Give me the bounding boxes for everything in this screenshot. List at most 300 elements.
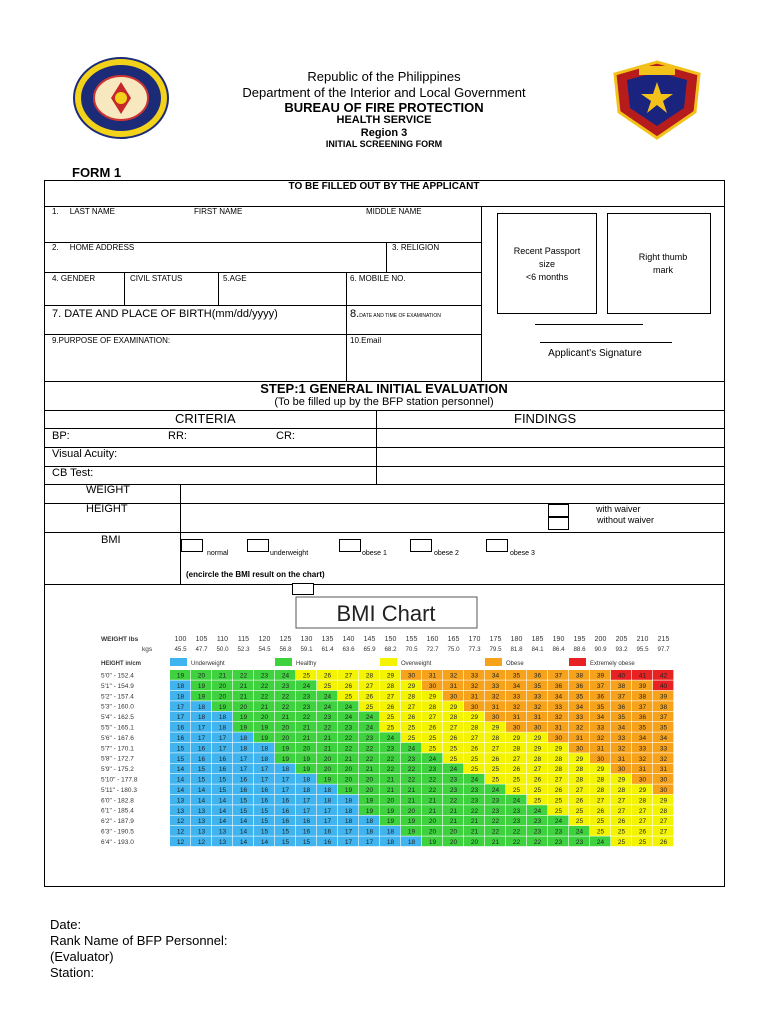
- bmi-cell-value: 16: [323, 828, 332, 836]
- bmi-cell-value: 24: [449, 766, 458, 774]
- bmi-cell-value: 18: [197, 703, 206, 711]
- bmi-cell-value: 24: [596, 839, 605, 846]
- bmi-cell-value: 20: [239, 703, 248, 711]
- bmi-cell-value: 16: [218, 766, 227, 774]
- bmi-cell-value: 35: [533, 683, 542, 690]
- bmi-cell-value: 19: [197, 683, 206, 690]
- bmi-cell-value: 16: [239, 776, 248, 784]
- bmi-cell-value: 21: [449, 807, 458, 815]
- bmi-cell-value: 19: [281, 755, 290, 763]
- bmi-cell-value: 23: [512, 807, 521, 815]
- bmi-cell-value: 30: [638, 776, 647, 784]
- bmi-cell-value: 18: [386, 828, 395, 836]
- bmi-cell-value: 16: [176, 724, 185, 732]
- bmi-cell-value: 21: [344, 755, 353, 763]
- bmi-cell-value: 25: [428, 745, 437, 753]
- header-republic: Republic of the Philippines: [307, 69, 461, 84]
- height-row-label: 5'11" - 180.3: [101, 786, 137, 794]
- criteria-header: CRITERIA: [175, 411, 236, 426]
- bmi-cell-value: 31: [638, 766, 647, 774]
- bmi-cell-value: 27: [638, 807, 647, 815]
- bmi-cell-value: 19: [344, 787, 353, 794]
- bmi-cell-value: 29: [470, 714, 479, 722]
- bmi-cell-value: 20: [218, 693, 227, 701]
- weight-lbs-tick: 100: [174, 636, 187, 643]
- weight-kgs-tick: 45.5: [174, 646, 187, 653]
- bmi-cell-value: 33: [470, 672, 479, 680]
- bmi-cell-value: 18: [407, 839, 416, 846]
- bmi-cell-value: 30: [449, 693, 458, 701]
- bmi-cell-value: 17: [281, 776, 290, 784]
- bmi-cell-value: 32: [596, 735, 605, 742]
- bmi-cell-value: 33: [659, 745, 668, 753]
- bmi-cell-value: 28: [596, 776, 605, 784]
- bmi-cell-value: 18: [176, 683, 185, 690]
- bmi-cell-value: 21: [239, 693, 248, 701]
- weight-kgs-tick: 79.5: [489, 646, 502, 653]
- bmi-cell-value: 19: [365, 797, 374, 805]
- bmi-cell-value: 26: [491, 755, 500, 763]
- weight-lbs-tick: 150: [384, 636, 397, 643]
- weight-kgs-tick: 59.1: [300, 646, 313, 653]
- bmi-cell-value: 21: [407, 797, 416, 805]
- weight-kgs-tick: 54.5: [258, 646, 271, 653]
- bmi-cell-value: 21: [386, 776, 395, 784]
- bmi-cell-value: 23: [512, 818, 521, 826]
- weight-kgs-tick: 93.2: [615, 646, 628, 653]
- bmi-cell-value: 16: [239, 787, 248, 794]
- weight-kgs-tick: 72.7: [426, 646, 439, 653]
- height-label: HEIGHT in/cm: [101, 661, 142, 667]
- bmi-cell-value: 17: [239, 755, 248, 763]
- bmi-cell-value: 17: [176, 714, 185, 722]
- bmi-cell-value: 23: [407, 755, 416, 763]
- bmi-cell-value: 21: [470, 828, 479, 836]
- bmi-cell-value: 19: [323, 776, 332, 784]
- bmi-cell-value: 23: [323, 714, 332, 722]
- bmi-cell-value: 21: [323, 735, 332, 742]
- bmi-cell-value: 25: [638, 839, 647, 846]
- bmi-cell-value: 19: [407, 828, 416, 836]
- bmi-cell-value: 19: [386, 818, 395, 826]
- bmi-cell-value: 14: [176, 776, 185, 784]
- bmi-cell-value: 26: [407, 714, 416, 722]
- bmi-cell-value: 28: [617, 787, 626, 794]
- height-row-label: 5'4" - 162.5: [101, 714, 134, 722]
- weight-kgs-tick: 56.8: [279, 646, 292, 653]
- bmi-cell-value: 15: [239, 807, 248, 815]
- bmi-cell-value: 27: [407, 703, 416, 711]
- bmi-cell-value: 22: [428, 787, 437, 794]
- bmi-cell-value: 15: [302, 839, 311, 846]
- bmi-cell-value: 22: [512, 839, 521, 846]
- bmi-cell-value: 29: [533, 745, 542, 753]
- bmi-cell-value: 15: [176, 745, 185, 753]
- bmi-cell-value: 38: [659, 703, 668, 711]
- signature-label: Applicant's Signature: [548, 348, 642, 359]
- bmi-cell-value: 28: [554, 755, 563, 763]
- bmi-cell-value: 20: [470, 839, 479, 846]
- civil-status-label: CIVIL STATUS: [130, 274, 183, 283]
- bmi-cell-value: 37: [596, 683, 605, 690]
- bmi-cell-value: 30: [659, 776, 668, 784]
- bmi-cell-value: 25: [302, 672, 311, 680]
- bmi-cell-value: 21: [470, 818, 479, 826]
- bmi-cell-value: 23: [491, 797, 500, 805]
- bmi-cell-value: 38: [638, 693, 647, 701]
- bmi-cell-value: 25: [386, 724, 395, 732]
- bmi-cell-value: 24: [470, 776, 479, 784]
- bmi-cell-value: 29: [617, 776, 626, 784]
- weight-lbs-tick: 165: [447, 636, 460, 643]
- age-label: 5.AGE: [223, 274, 247, 283]
- bmi-cell-value: 27: [554, 776, 563, 784]
- bmi-cell-value: 28: [512, 745, 521, 753]
- bmi-cell-value: 38: [617, 683, 626, 690]
- bmi-cell-value: 20: [449, 828, 458, 836]
- bmi-cell-value: 18: [344, 807, 353, 815]
- bmi-cell-value: 23: [533, 818, 542, 826]
- bmi-cell-value: 32: [470, 683, 479, 690]
- bmi-cell-value: 16: [302, 828, 311, 836]
- bmi-cell-value: 24: [281, 672, 290, 680]
- bmi-cell-value: 28: [428, 703, 437, 711]
- height-row-label: 6'0" - 182.8: [101, 797, 134, 805]
- bmi-cell-value: 13: [197, 818, 206, 826]
- height-label: HEIGHT: [86, 503, 128, 515]
- bmi-cell-value: 14: [218, 797, 227, 805]
- footer-date-field[interactable]: [92, 916, 292, 931]
- bmi-cell-value: 20: [218, 683, 227, 690]
- bmi-cell-value: 12: [197, 839, 206, 846]
- bmi-cell-value: 18: [386, 839, 395, 846]
- header-department: Department of the Interior and Local Government: [242, 85, 526, 100]
- bmi-cell-value: 32: [491, 693, 500, 701]
- exam-date-text: DATE AND TIME OF EXAMINATION: [359, 313, 441, 319]
- bmi-cell-value: 22: [365, 745, 374, 753]
- bmi-cell-value: 25: [575, 818, 584, 826]
- legend-label: Overweight: [401, 661, 432, 667]
- bmi-cell-value: 30: [491, 714, 500, 722]
- bmi-cell-value: 17: [365, 839, 374, 846]
- bmi-cell-value: 21: [491, 839, 500, 846]
- bmi-cell-value: 22: [302, 714, 311, 722]
- bmi-cell-value: 26: [512, 766, 521, 774]
- bmi-cell-value: 23: [365, 735, 374, 742]
- bmi-cell-value: 13: [197, 807, 206, 815]
- height-row-label: 5'7" - 170.1: [101, 745, 134, 753]
- weight-kgs-tick: 50.0: [216, 646, 229, 653]
- bmi-cell-value: 21: [386, 787, 395, 794]
- bmi-cell-value: 25: [617, 828, 626, 836]
- bmi-cell-value: 29: [491, 724, 500, 732]
- weight-lbs-tick: 175: [489, 636, 502, 643]
- bmi-cell-value: 15: [260, 828, 269, 836]
- bmi-cell-value: 27: [596, 797, 605, 805]
- bmi-cell-value: 34: [596, 714, 605, 722]
- bmi-cell-value: 32: [449, 672, 458, 680]
- legend-label: Underweight: [191, 661, 225, 667]
- bmi-cell-value: 25: [449, 755, 458, 763]
- bmi-cell-value: 16: [218, 755, 227, 763]
- bmi-cell-value: 35: [575, 693, 584, 701]
- bmi-cell-value: 33: [575, 714, 584, 722]
- bmi-cell-value: 18: [302, 776, 311, 784]
- bmi-cell-value: 29: [638, 787, 647, 794]
- bmi-cell-value: 23: [554, 828, 563, 836]
- weight-lbs-tick: 130: [300, 636, 313, 643]
- bmi-cell-value: 36: [554, 683, 563, 690]
- thumb-label-2: mark: [653, 265, 673, 275]
- bmi-cell-value: 26: [596, 807, 605, 815]
- bmi-cell-value: 22: [470, 807, 479, 815]
- bmi-cell-value: 21: [449, 818, 458, 826]
- bmi-cell-value: 32: [554, 714, 563, 722]
- bmi-cell-value: 27: [344, 672, 353, 680]
- bmi-cell-value: 19: [260, 724, 269, 732]
- bmi-cell-value: 29: [407, 683, 416, 690]
- height-row-label: 6'1" - 185.4: [101, 807, 134, 815]
- bmi-cell-value: 23: [449, 776, 458, 784]
- bmi-cell-value: 27: [365, 683, 374, 690]
- legend-swatch: [380, 658, 397, 666]
- bmi-cell-value: 23: [554, 839, 563, 846]
- bmi-cell-value: 33: [596, 724, 605, 732]
- bmi-cell-value: 33: [512, 693, 521, 701]
- bmi-cell-value: 21: [407, 787, 416, 794]
- purpose-label: 9.PURPOSE OF EXAMINATION:: [52, 336, 171, 345]
- bmi-cell-value: 18: [302, 787, 311, 794]
- bmi-cell-value: 15: [260, 807, 269, 815]
- bmi-cell-value: 24: [512, 797, 521, 805]
- bmi-cell-value: 32: [659, 755, 668, 763]
- bmi-cell-value: 24: [344, 714, 353, 722]
- bmi-cell-value: 14: [239, 839, 248, 846]
- bmi-cell-value: 39: [638, 683, 647, 690]
- bmi-cell-value: 26: [323, 672, 332, 680]
- bmi-cell-value: 16: [197, 755, 206, 763]
- bmi-cell-value: 24: [323, 703, 332, 711]
- bmi-cell-value: 31: [512, 714, 521, 722]
- passport-label-2: size: [538, 259, 555, 269]
- bmi-cell-value: 23: [260, 672, 269, 680]
- bmi-cell-value: 26: [659, 839, 668, 846]
- bmi-cell-value: 25: [491, 776, 500, 784]
- bmi-cell-value: 14: [239, 818, 248, 826]
- height-row-label: 5'6" - 167.6: [101, 734, 134, 742]
- bmi-cell-value: 27: [575, 787, 584, 794]
- bmi-cell-value: 32: [533, 703, 542, 711]
- passport-label-3: <6 months: [525, 272, 569, 282]
- bmi-cell-value: 17: [344, 839, 353, 846]
- bmi-cell-value: 35: [659, 724, 668, 732]
- height-row-label: 5'10" - 177.8: [101, 776, 138, 784]
- bmi-cell-value: 15: [281, 828, 290, 836]
- bmi-cell-value: 21: [302, 735, 311, 742]
- bmi-cell-value: 25: [470, 755, 479, 763]
- bmi-cell-value: 22: [260, 693, 269, 701]
- bmi-cell-value: 18: [197, 714, 206, 722]
- bmi-cell-value: 26: [470, 745, 479, 753]
- height-row-label: 5'9" - 175.2: [101, 766, 134, 774]
- bmi-cell-value: 21: [260, 703, 269, 711]
- weight-kgs-tick: 52.3: [237, 646, 250, 653]
- bmi-cell-value: 30: [554, 735, 563, 742]
- bmi-cell-value: 22: [365, 755, 374, 763]
- email-label: 10.Email: [350, 336, 382, 345]
- weight-kgs-tick: 75.0: [447, 646, 460, 653]
- footer-evaluator: (Evaluator): [50, 949, 114, 964]
- bmi-cell-value: 25: [554, 797, 563, 805]
- bmi-cell-value: 27: [617, 807, 626, 815]
- bmi-cell-value: 15: [218, 776, 227, 784]
- bmi-cell-value: 22: [281, 703, 290, 711]
- bmi-cell-value: 34: [512, 683, 521, 690]
- bmi-cell-value: 22: [260, 683, 269, 690]
- height-row-label: 6'3" - 190.5: [101, 828, 134, 836]
- bmi-cell-value: 25: [449, 745, 458, 753]
- bmi-cell-value: 27: [386, 693, 395, 701]
- bmi-cell-value: 38: [575, 672, 584, 680]
- weight-lbs-tick: 125: [279, 636, 292, 643]
- bmi-cell-value: 17: [197, 735, 206, 742]
- bmi-cell-value: 25: [617, 839, 626, 846]
- bmi-cell-value: 12: [176, 818, 185, 826]
- weight-kgs-tick: 81.8: [510, 646, 523, 653]
- bmi-cell-value: 17: [281, 787, 290, 794]
- bmi-cell-value: 29: [386, 672, 395, 680]
- bmi-cell-value: 25: [365, 703, 374, 711]
- bmi-cell-value: 24: [386, 735, 395, 742]
- bmi-cell-value: 25: [491, 766, 500, 774]
- bmi-cell-value: 18: [344, 797, 353, 805]
- obese3-label: obese 3: [510, 550, 535, 557]
- bmi-cell-value: 22: [428, 776, 437, 784]
- bmi-cell-value: 21: [365, 766, 374, 774]
- bmi-cell-value: 16: [197, 745, 206, 753]
- weight-lbs-label: WEIGHT lbs: [101, 636, 139, 643]
- bmi-cell-value: 35: [596, 703, 605, 711]
- bmi-cell-value: 25: [344, 693, 353, 701]
- bmi-cell-value: 20: [344, 776, 353, 784]
- bmi-cell-value: 22: [344, 735, 353, 742]
- bmi-cell-value: 28: [386, 683, 395, 690]
- bmi-cell-value: 16: [281, 797, 290, 805]
- bmi-cell-value: 25: [407, 735, 416, 742]
- bmi-cell-value: 16: [302, 818, 311, 826]
- bmi-cell-value: 39: [659, 693, 668, 701]
- bmi-cell-value: 34: [491, 672, 500, 680]
- step1-title: STEP:1 GENERAL INITIAL EVALUATION: [260, 381, 508, 396]
- bmi-cell-value: 26: [617, 818, 626, 826]
- bmi-cell-value: 29: [512, 735, 521, 742]
- bmi-cell-value: 18: [239, 735, 248, 742]
- bmi-cell-value: 19: [218, 703, 227, 711]
- bmi-cell-value: 22: [344, 745, 353, 753]
- footer-station-field[interactable]: [100, 964, 300, 979]
- bmi-cell-value: 25: [428, 735, 437, 742]
- bmi-cell-value: 26: [428, 724, 437, 732]
- bmi-cell-value: 33: [617, 735, 626, 742]
- bmi-cell-value: 23: [470, 797, 479, 805]
- bmi-cell-value: 25: [386, 714, 395, 722]
- bmi-cell-value: 31: [554, 724, 563, 732]
- bmi-cell-value: 22: [512, 828, 521, 836]
- bmi-cell-value: 19: [239, 724, 248, 732]
- bmi-cell-value: 16: [323, 839, 332, 846]
- bmi-cell-value: 34: [575, 703, 584, 711]
- first-name-label: FIRST NAME: [194, 207, 243, 216]
- bmi-cell-value: 20: [281, 735, 290, 742]
- bmi-cell-value: 27: [449, 724, 458, 732]
- last-name-label: 1. LAST NAME: [52, 207, 115, 216]
- bmi-cell-value: 20: [365, 776, 374, 784]
- bmi-cell-value: 21: [428, 807, 437, 815]
- bmi-cell-value: 26: [344, 683, 353, 690]
- form-label: FORM 1: [72, 165, 122, 180]
- bmi-cell-value: 23: [449, 787, 458, 794]
- bmi-cell-value: 30: [512, 724, 521, 732]
- weight-lbs-tick: 200: [594, 636, 607, 643]
- bmi-cell-value: 23: [428, 766, 437, 774]
- weight-lbs-tick: 115: [237, 636, 250, 643]
- weight-lbs-tick: 145: [363, 636, 376, 643]
- height-row-label: 5'5" - 165.1: [101, 724, 134, 732]
- bmi-cell-value: 33: [638, 745, 647, 753]
- bmi-cell-value: 31: [449, 683, 458, 690]
- bmi-cell-value: 13: [218, 839, 227, 846]
- footer-rank-field[interactable]: [240, 932, 440, 947]
- bmi-cell-value: 29: [596, 766, 605, 774]
- legend-label: Healthy: [296, 661, 317, 667]
- bmi-cell-value: 24: [365, 724, 374, 732]
- bmi-cell-value: 13: [197, 828, 206, 836]
- bmi-cell-value: 36: [596, 693, 605, 701]
- legend-label: Obese: [506, 661, 524, 667]
- bmi-cell-value: 17: [197, 724, 206, 732]
- weight-kgs-label: kgs: [142, 646, 153, 653]
- bmi-cell-value: 35: [512, 672, 521, 680]
- bmi-cell-value: 26: [386, 703, 395, 711]
- bmi-cell-value: 22: [386, 755, 395, 763]
- bmi-cell-value: 24: [554, 818, 563, 826]
- bmi-cell-value: 13: [176, 797, 185, 805]
- bmi-cell-value: 14: [260, 839, 269, 846]
- bmi-cell-value: 18: [281, 766, 290, 774]
- bmi-cell-value: 25: [512, 787, 521, 794]
- bmi-cell-value: 30: [575, 745, 584, 753]
- bmi-cell-value: 18: [218, 714, 227, 722]
- bmi-cell-value: 31: [659, 766, 668, 774]
- bmi-cell-value: 37: [554, 672, 563, 680]
- bmi-cell-value: 30: [407, 672, 416, 680]
- bmi-cell-value: 19: [260, 735, 269, 742]
- bmi-cell-value: 20: [302, 745, 311, 753]
- bmi-cell-value: 22: [407, 776, 416, 784]
- legend-swatch: [485, 658, 502, 666]
- religion-label: 3. RELIGION: [392, 243, 440, 252]
- bmi-cell-value: 24: [491, 787, 500, 794]
- bmi-cell-value: 20: [260, 714, 269, 722]
- bmi-cell-value: 20: [449, 839, 458, 846]
- bmi-cell-value: 28: [533, 755, 542, 763]
- bmi-cell-value: 27: [659, 818, 668, 826]
- bmi-cell-value: 20: [323, 766, 332, 774]
- header-bureau: BUREAU OF FIRE PROTECTION: [284, 100, 484, 115]
- footer-station-text: Station:: [50, 965, 95, 980]
- bmi-cell-value: 28: [596, 787, 605, 794]
- bmi-cell-value: 22: [323, 724, 332, 732]
